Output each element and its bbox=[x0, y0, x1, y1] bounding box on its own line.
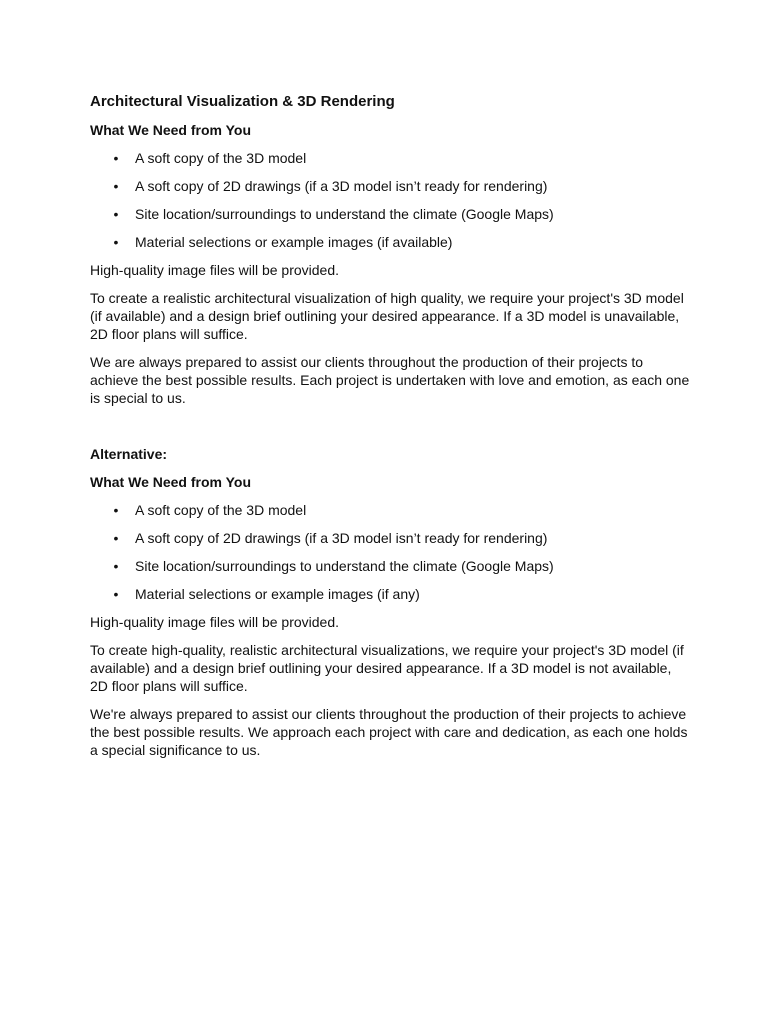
list-item-text: Material selections or example images (if any) bbox=[135, 586, 420, 602]
document-page bbox=[90, 93, 690, 769]
bullet-icon: • bbox=[113, 234, 119, 250]
section1-bullet-list bbox=[90, 149, 690, 251]
list-item-text: A soft copy of 2D drawings (if a 3D model isn’t ready for rendering) bbox=[135, 178, 548, 194]
section2-paragraph-2: We're always prepared to assist our clients throughout the production of their projects to achieve the best possible results. We approach each project with care and dedication, as each one holds a special significance to us. bbox=[90, 706, 688, 758]
list-item bbox=[90, 585, 690, 603]
bullet-icon: • bbox=[113, 530, 119, 546]
list-item-text: A soft copy of 2D drawings (if a 3D model isn’t ready for rendering) bbox=[135, 530, 548, 546]
section1-note: High-quality image files will be provided. bbox=[90, 262, 340, 278]
bullet-icon: • bbox=[113, 558, 119, 574]
list-item bbox=[90, 501, 690, 519]
section1-heading: What We Need from You bbox=[90, 122, 252, 138]
section2-heading: What We Need from You bbox=[90, 474, 252, 490]
list-item-text: Site location/surroundings to understand the climate (Google Maps) bbox=[135, 558, 554, 574]
document-title: Architectural Visualization & 3D Rendering bbox=[90, 93, 395, 110]
section1-paragraph-2: We are always prepared to assist our clients throughout the production of their projects to achieve the best possible results. Each project is undertaken with love and emotion, as each one is special to us. bbox=[90, 354, 690, 406]
bullet-icon: • bbox=[113, 178, 119, 194]
list-item bbox=[90, 149, 690, 167]
bullet-icon: • bbox=[113, 502, 119, 518]
alternative-label: Alternative: bbox=[90, 446, 168, 462]
bullet-icon: • bbox=[113, 206, 119, 222]
list-item bbox=[90, 205, 690, 223]
section1-paragraph-1: To create a realistic architectural visualization of high quality, we require your project's 3D model (if available) and a design brief outlining your desired appearance. If a 3D model is unavailable, 2D floor plans will suffice. bbox=[90, 290, 684, 342]
list-item bbox=[90, 529, 690, 547]
bullet-icon: • bbox=[113, 150, 119, 166]
section2-note: High-quality image files will be provided. bbox=[90, 614, 340, 630]
list-item bbox=[90, 177, 690, 195]
list-item-text: A soft copy of the 3D model bbox=[135, 502, 307, 518]
list-item-text: A soft copy of the 3D model bbox=[135, 150, 307, 166]
list-item-text: Material selections or example images (if available) bbox=[135, 234, 453, 250]
section-spacer bbox=[90, 417, 690, 445]
section2-paragraph-1: To create high-quality, realistic architectural visualizations, we require your project's 3D model (if available) and a design brief outlining your desired appearance. If a 3D model is not available, 2D floor plans will suffice. bbox=[90, 642, 684, 694]
bullet-icon: • bbox=[113, 586, 119, 602]
list-item bbox=[90, 233, 690, 251]
section2-bullet-list bbox=[90, 501, 690, 603]
list-item bbox=[90, 557, 690, 575]
list-item-text: Site location/surroundings to understand the climate (Google Maps) bbox=[135, 206, 554, 222]
